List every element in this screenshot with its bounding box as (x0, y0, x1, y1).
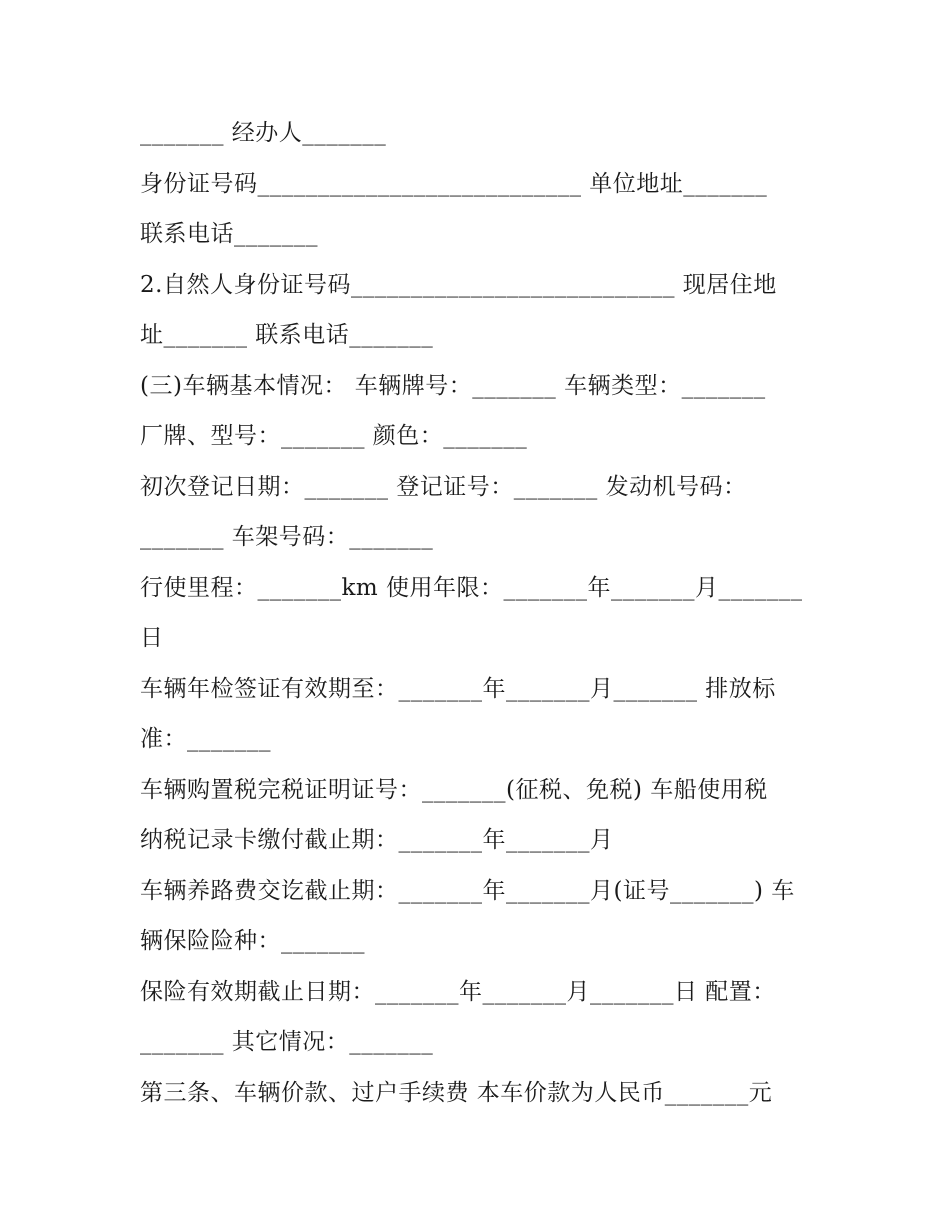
text-line: 日 (140, 625, 164, 651)
text-line: 初次登记日期：_______ 登记证号：_______ 发动机号码： (140, 473, 747, 500)
text-line: 址_______ 联系电话_______ (140, 322, 434, 348)
text-line: _______ 经办人_______ (140, 120, 387, 146)
text-line: 准：_______ (140, 726, 271, 752)
text-line: 2.自然人身份证号码___________________________ 现居住地 (140, 271, 777, 298)
text-line: 车辆养路费交讫截止期：_______年_______月(证号_______) 车 (140, 877, 795, 904)
text-line: 保险有效期截止日期：_______年_______月_______日 配置： (140, 978, 776, 1005)
text-line: 第三条、车辆价款、过户手续费 本车价款为人民币_______元 (140, 1079, 773, 1106)
text-line: 车辆年检签证有效期至：_______年_______月_______ 排放标 (140, 675, 776, 702)
text-line: _______ 车架号码：_______ (140, 524, 434, 550)
text-line: 联系电话_______ (140, 221, 318, 247)
document-body (140, 108, 820, 1118)
text-line: 辆保险险种：_______ (140, 928, 365, 954)
text-line: 车辆购置税完税证明证号：_______(征税、免税) 车船使用税 (140, 776, 768, 803)
text-line: (三)车辆基本情况： 车辆牌号：_______ 车辆类型：_______ (140, 372, 766, 399)
text-line: 厂牌、型号：_______ 颜色：_______ (140, 423, 528, 449)
text-line: 身份证号码___________________________ 单位地址_______ (140, 170, 768, 197)
text-line: _______ 其它情况：_______ (140, 1029, 434, 1055)
text-line: 行使里程：_______km 使用年限：_______年_______月_______ (140, 574, 803, 601)
text-line: 纳税记录卡缴付截止期：_______年_______月 (140, 827, 614, 853)
